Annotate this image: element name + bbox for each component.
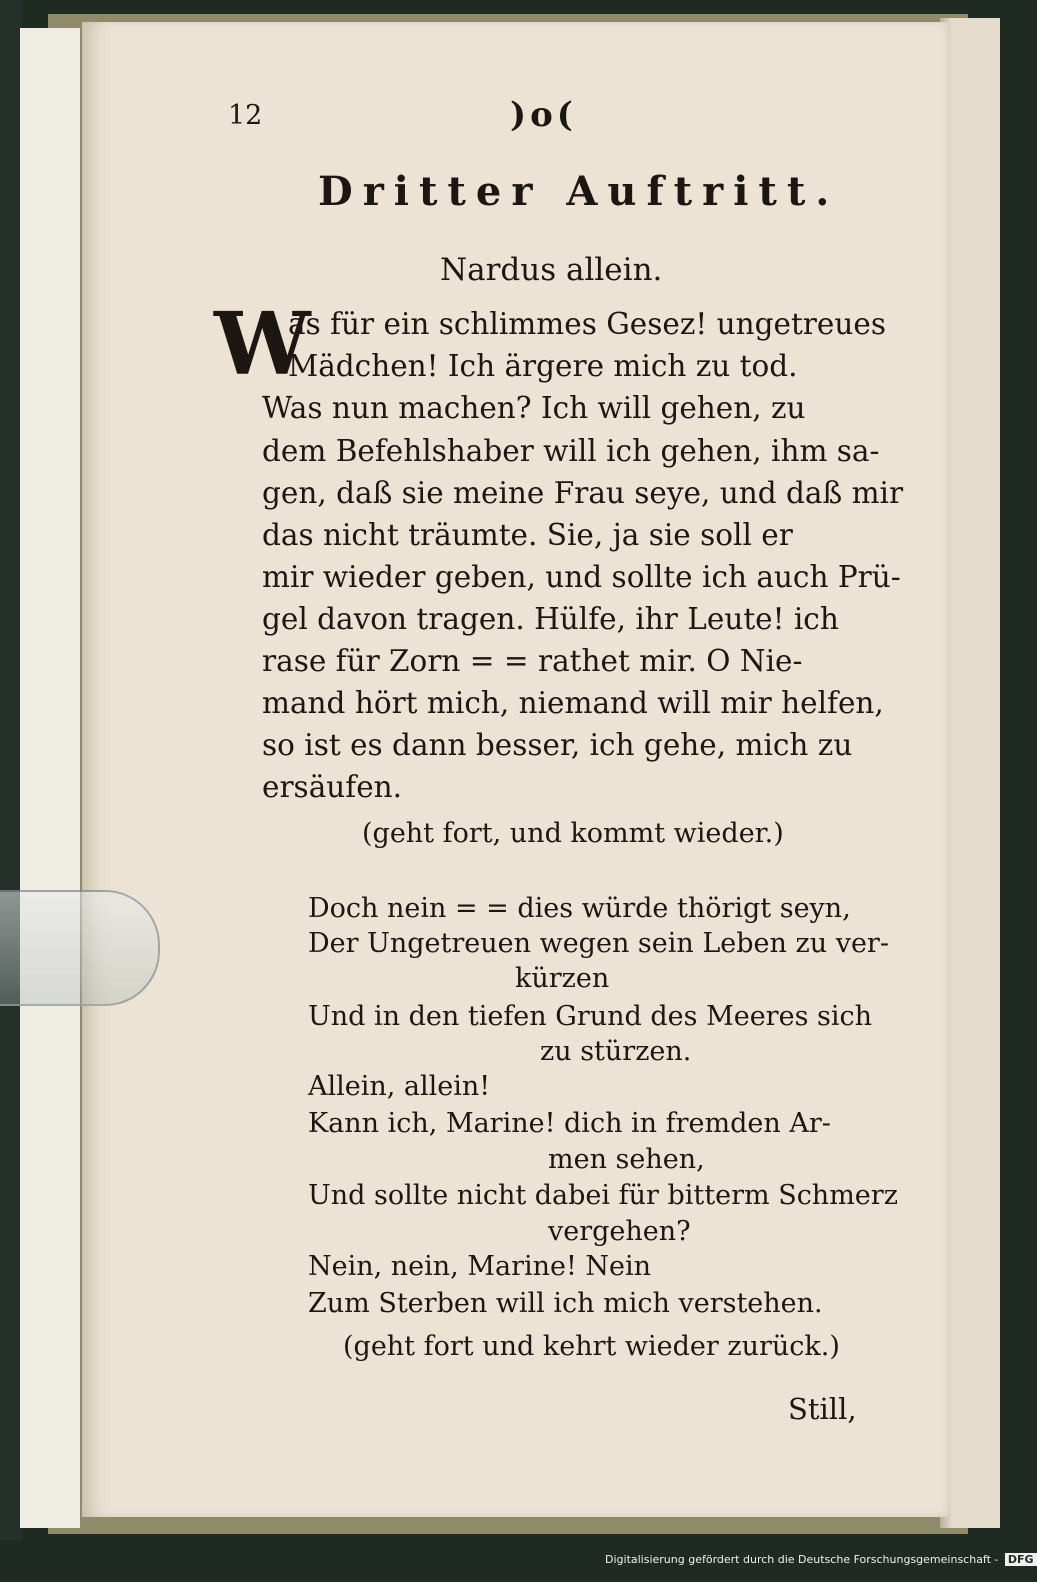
prose-line: as für ein schlimmes Gesez! ungetreues xyxy=(288,307,886,341)
verse-line: Zum Sterben will ich mich verstehen. xyxy=(308,1288,823,1319)
scene-title: Dritter Auftritt. xyxy=(318,168,840,215)
stage-direction: (geht fort, und kommt wieder.) xyxy=(362,818,784,849)
prose-line: Was nun machen? Ich will gehen, zu xyxy=(262,391,806,425)
verse-line: Nein, nein, Marine! Nein xyxy=(308,1251,652,1282)
verse-line: Doch nein = = dies würde thörigt seyn, xyxy=(308,893,851,924)
prose-line: gen, daß sie meine Frau seye, und daß mir xyxy=(262,476,904,510)
drop-cap: W xyxy=(214,294,311,395)
verse-line: kürzen xyxy=(515,963,610,994)
running-head: )o( xyxy=(510,95,577,135)
prose-line: mir wieder geben, und sollte ich auch Prü- xyxy=(262,560,901,594)
dfg-logo: DFG xyxy=(1005,1553,1037,1566)
prose-line: dem Befehlshaber will ich gehen, ihm sa- xyxy=(262,434,880,468)
verse-line: Und in den tiefen Grund des Meeres sich xyxy=(308,1001,873,1032)
verse-line: Kann ich, Marine! dich in fremden Ar- xyxy=(308,1108,831,1139)
digitization-credit xyxy=(605,1553,1037,1566)
prose-line: rase für Zorn = = rathet mir. O Nie- xyxy=(262,644,803,678)
catchword: Still, xyxy=(788,1392,857,1426)
prose-line: gel davon tragen. Hülfe, ihr Leute! ich xyxy=(262,602,839,636)
stage-direction: (geht fort und kehrt wieder zurück.) xyxy=(343,1331,840,1362)
digitization-credit-text: Digitalisierung gefördert durch die Deutsche Forschungsgemeinschaft - xyxy=(605,1553,999,1566)
verse-line: Der Ungetreuen wegen sein Leben zu ver- xyxy=(308,928,889,959)
scan-background-left xyxy=(0,0,22,1582)
prose-line: mand hört mich, niemand will mir helfen, xyxy=(262,686,884,720)
prose-line: so ist es dann besser, ich gehe, mich zu xyxy=(262,728,853,762)
page-number: 12 xyxy=(228,100,263,131)
speaker-heading: Nardus allein. xyxy=(440,252,663,288)
glass-page-clip xyxy=(0,890,160,1006)
prose-line: Mädchen! Ich ärgere mich zu tod. xyxy=(288,349,798,383)
prose-line: ersäufen. xyxy=(262,770,403,804)
verse-line: Und sollte nicht dabei für bitterm Schmerz xyxy=(308,1180,898,1211)
prose-line: das nicht träumte. Sie, ja sie soll er xyxy=(262,518,793,552)
verse-line: zu stürzen. xyxy=(540,1036,692,1067)
verse-line: men sehen, xyxy=(548,1144,705,1175)
facing-page-edge xyxy=(945,18,1000,1528)
verse-line: Allein, allein! xyxy=(308,1071,491,1102)
verse-line: vergehen? xyxy=(548,1216,691,1247)
page-edge-leaf xyxy=(20,28,80,1528)
